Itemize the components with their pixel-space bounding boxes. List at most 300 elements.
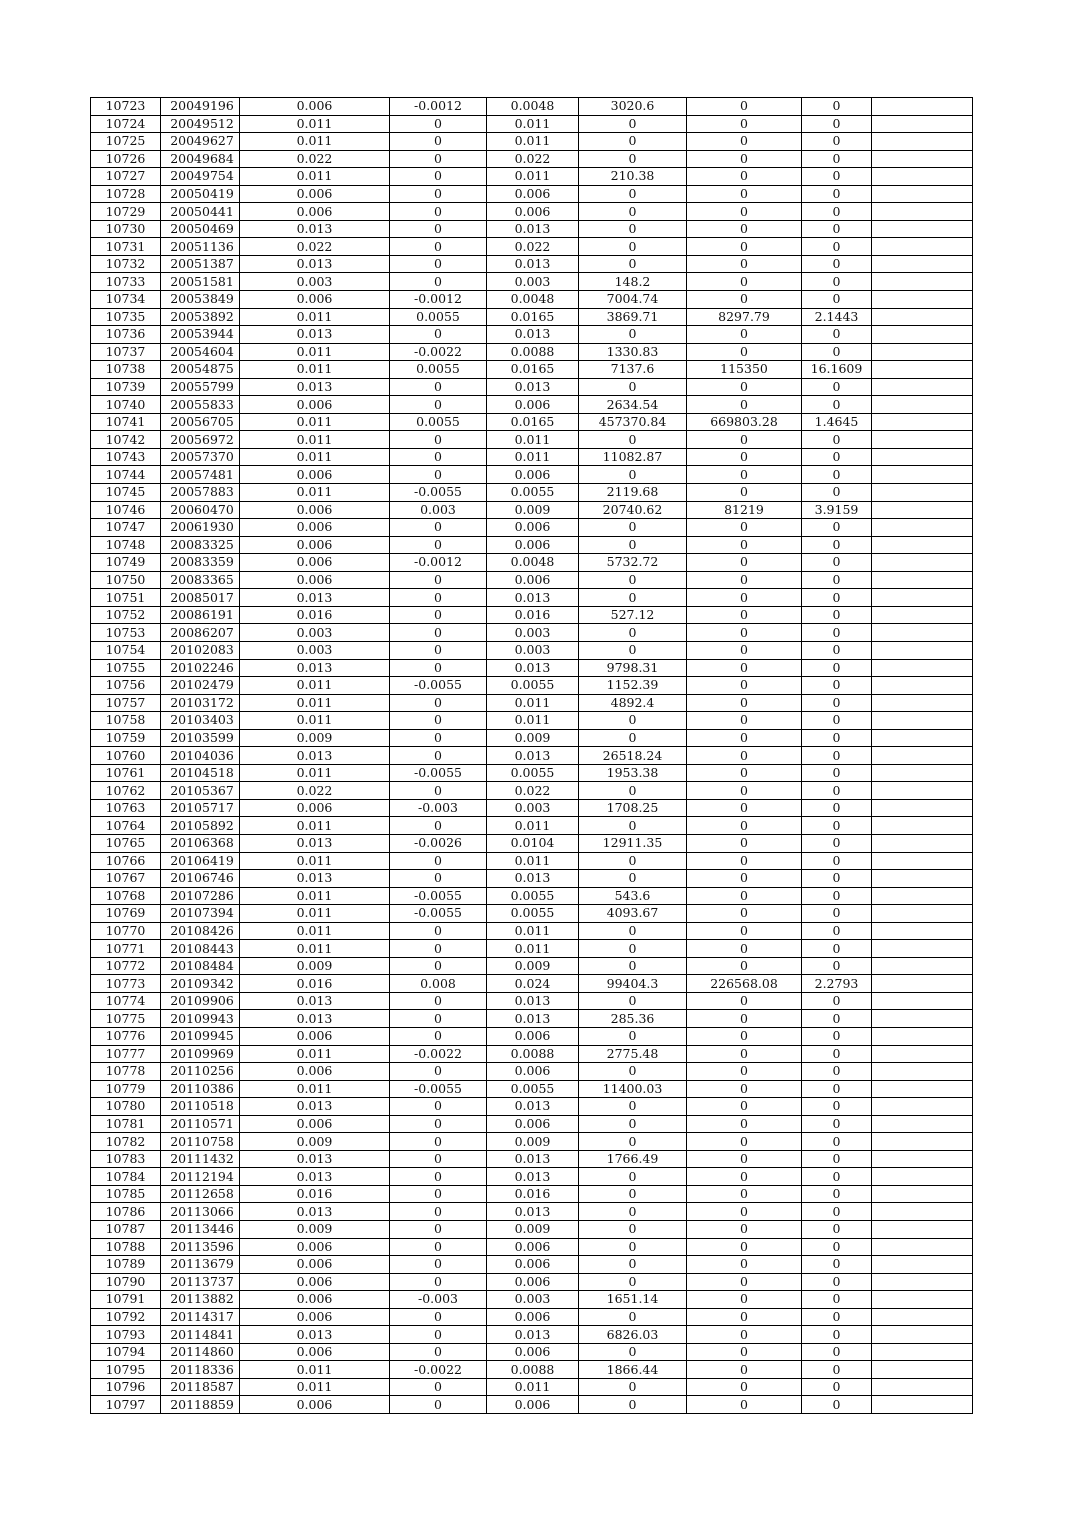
table-cell: 10764 — [91, 817, 161, 835]
table-row — [91, 413, 973, 431]
table-row — [91, 1098, 973, 1116]
table-cell: 0 — [687, 291, 802, 309]
table-cell: 0 — [579, 729, 687, 747]
table-row — [91, 150, 973, 168]
table-cell: 0.011 — [240, 852, 390, 870]
empty-cell — [872, 168, 973, 186]
table-cell: 10734 — [91, 291, 161, 309]
table-cell: 11082.87 — [579, 448, 687, 466]
table-cell: 0 — [390, 466, 487, 484]
empty-cell — [872, 396, 973, 414]
table-cell: 10757 — [91, 694, 161, 712]
table-cell: 0 — [687, 694, 802, 712]
table-cell: 20114317 — [161, 1308, 240, 1326]
table-cell: 10741 — [91, 413, 161, 431]
table-cell: 0 — [390, 378, 487, 396]
table-cell: 99404.3 — [579, 975, 687, 993]
table-row — [91, 291, 973, 309]
table-row — [91, 326, 973, 344]
table-cell: 0 — [802, 694, 872, 712]
empty-cell — [872, 1378, 973, 1396]
table-cell: 0 — [687, 1221, 802, 1239]
table-cell: 0 — [579, 571, 687, 589]
table-cell: 2.2793 — [802, 975, 872, 993]
table-cell: 20109342 — [161, 975, 240, 993]
table-row — [91, 1150, 973, 1168]
table-cell: 0 — [390, 1185, 487, 1203]
table-cell: 0.006 — [240, 1238, 390, 1256]
empty-cell — [872, 1045, 973, 1063]
table-cell: 20102479 — [161, 677, 240, 695]
table-cell: 0 — [687, 799, 802, 817]
table-cell: 0.0165 — [487, 308, 579, 326]
table-cell: 20106746 — [161, 870, 240, 888]
empty-cell — [872, 1150, 973, 1168]
table-cell: 0 — [687, 1027, 802, 1045]
table-row — [91, 203, 973, 221]
table-row — [91, 168, 973, 186]
empty-cell — [872, 1063, 973, 1081]
table-cell: 0 — [802, 291, 872, 309]
empty-cell — [872, 255, 973, 273]
table-cell: 20055833 — [161, 396, 240, 414]
table-cell: 0 — [579, 1185, 687, 1203]
table-cell: 10768 — [91, 887, 161, 905]
table-cell: 0 — [687, 98, 802, 116]
table-cell: 0 — [687, 1378, 802, 1396]
table-cell: 0.003 — [240, 641, 390, 659]
table-cell: 0.011 — [240, 1378, 390, 1396]
table-cell: 0 — [390, 712, 487, 730]
table-cell: 0.013 — [487, 220, 579, 238]
table-cell: 0 — [687, 729, 802, 747]
table-cell: 0.006 — [240, 1027, 390, 1045]
table-cell: 0.013 — [240, 747, 390, 765]
table-cell: 0 — [687, 115, 802, 133]
table-cell: 20107394 — [161, 905, 240, 923]
table-cell: 0 — [390, 1256, 487, 1274]
table-cell: 10733 — [91, 273, 161, 291]
table-cell: 0.013 — [487, 255, 579, 273]
table-row — [91, 957, 973, 975]
table-cell: 0.013 — [240, 1150, 390, 1168]
table-cell: 20110386 — [161, 1080, 240, 1098]
table-cell: 10788 — [91, 1238, 161, 1256]
table-cell: 0 — [802, 940, 872, 958]
table-cell: 0.011 — [240, 168, 390, 186]
table-cell: 10790 — [91, 1273, 161, 1291]
table-cell: 10797 — [91, 1396, 161, 1414]
table-cell: 0.003 — [487, 624, 579, 642]
empty-cell — [872, 536, 973, 554]
table-row — [91, 431, 973, 449]
table-cell: 0.0055 — [390, 308, 487, 326]
empty-cell — [872, 238, 973, 256]
table-cell: 0 — [687, 677, 802, 695]
table-cell: 0.011 — [240, 1045, 390, 1063]
table-cell: 0 — [390, 326, 487, 344]
table-cell: 10789 — [91, 1256, 161, 1274]
empty-cell — [872, 589, 973, 607]
empty-cell — [872, 1080, 973, 1098]
table-cell: 0 — [390, 203, 487, 221]
table-cell: 0 — [802, 343, 872, 361]
table-cell: 0.009 — [240, 729, 390, 747]
table-cell: 0 — [390, 606, 487, 624]
table-cell: 20049196 — [161, 98, 240, 116]
table-cell: 0.011 — [487, 852, 579, 870]
table-cell: 285.36 — [579, 1010, 687, 1028]
empty-cell — [872, 747, 973, 765]
table-cell: 20113679 — [161, 1256, 240, 1274]
table-row — [91, 519, 973, 537]
table-cell: 0.016 — [240, 1185, 390, 1203]
table-cell: 20057370 — [161, 448, 240, 466]
table-cell: 20105892 — [161, 817, 240, 835]
table-cell: 16.1609 — [802, 361, 872, 379]
table-cell: 0.0165 — [487, 361, 579, 379]
table-cell: 0 — [687, 1185, 802, 1203]
table-cell: 0 — [687, 150, 802, 168]
table-row — [91, 782, 973, 800]
table-cell: 20106419 — [161, 852, 240, 870]
table-cell: 0 — [802, 1185, 872, 1203]
table-cell: 0.016 — [240, 975, 390, 993]
table-cell: 0 — [687, 133, 802, 151]
table-cell: 0.011 — [487, 940, 579, 958]
table-cell: 20110518 — [161, 1098, 240, 1116]
empty-cell — [872, 1221, 973, 1239]
table-cell: 20049627 — [161, 133, 240, 151]
table-cell: 0 — [687, 1238, 802, 1256]
empty-cell — [872, 343, 973, 361]
table-cell: 0 — [802, 1098, 872, 1116]
table-cell: 0 — [687, 1080, 802, 1098]
table-cell: 20050441 — [161, 203, 240, 221]
table-cell: 20086207 — [161, 624, 240, 642]
table-cell: 0.013 — [240, 1010, 390, 1028]
table-cell: 0 — [390, 1115, 487, 1133]
table-cell: 0.011 — [240, 1361, 390, 1379]
table-cell: 10783 — [91, 1150, 161, 1168]
table-row — [91, 641, 973, 659]
table-cell: 669803.28 — [687, 413, 802, 431]
table-cell: 0 — [687, 589, 802, 607]
table-cell: 4093.67 — [579, 905, 687, 923]
table-cell: 0.006 — [487, 185, 579, 203]
table-row — [91, 185, 973, 203]
table-cell: 1953.38 — [579, 764, 687, 782]
empty-cell — [872, 150, 973, 168]
table-cell: 0 — [390, 1396, 487, 1414]
table-cell: 0.011 — [487, 1378, 579, 1396]
empty-cell — [872, 378, 973, 396]
table-cell: 0 — [802, 624, 872, 642]
table-cell: 0.013 — [240, 220, 390, 238]
table-cell: -0.0022 — [390, 343, 487, 361]
empty-cell — [872, 1133, 973, 1151]
table-cell: 0.022 — [487, 238, 579, 256]
table-cell: 10767 — [91, 870, 161, 888]
table-cell: 0 — [687, 712, 802, 730]
table-cell: 10780 — [91, 1098, 161, 1116]
table-cell: 10773 — [91, 975, 161, 993]
table-row — [91, 536, 973, 554]
table-cell: 0.003 — [487, 799, 579, 817]
table-row — [91, 1010, 973, 1028]
table-cell: 0.013 — [240, 870, 390, 888]
table-cell: 0 — [802, 571, 872, 589]
table-cell: 12911.35 — [579, 834, 687, 852]
table-cell: 0.006 — [487, 519, 579, 537]
table-cell: 0.013 — [240, 992, 390, 1010]
table-cell: 0.006 — [240, 1308, 390, 1326]
table-cell: 0 — [802, 1045, 872, 1063]
table-cell: -0.0012 — [390, 291, 487, 309]
table-cell: 210.38 — [579, 168, 687, 186]
table-cell: 0.0055 — [487, 484, 579, 502]
table-cell: 0 — [802, 150, 872, 168]
table-cell: 0 — [579, 431, 687, 449]
empty-cell — [872, 712, 973, 730]
table-cell: 0.003 — [487, 273, 579, 291]
empty-cell — [872, 133, 973, 151]
table-cell: 0 — [687, 852, 802, 870]
table-cell: 0.009 — [487, 1133, 579, 1151]
table-cell: 20110256 — [161, 1063, 240, 1081]
table-row — [91, 694, 973, 712]
table-cell: 4892.4 — [579, 694, 687, 712]
table-cell: 20053944 — [161, 326, 240, 344]
table-cell: 10725 — [91, 133, 161, 151]
table-cell: 10756 — [91, 677, 161, 695]
table-cell: 0 — [390, 238, 487, 256]
table-cell: 0 — [687, 870, 802, 888]
table-cell: 115350 — [687, 361, 802, 379]
table-cell: 0.013 — [487, 1168, 579, 1186]
table-cell: 0.022 — [487, 782, 579, 800]
table-cell: 0.009 — [487, 1221, 579, 1239]
table-row — [91, 1115, 973, 1133]
table-cell: 0 — [687, 255, 802, 273]
empty-cell — [872, 448, 973, 466]
empty-cell — [872, 782, 973, 800]
table-cell: 0 — [687, 957, 802, 975]
table-cell: 20114841 — [161, 1326, 240, 1344]
table-cell: 0.013 — [240, 1098, 390, 1116]
table-cell: 3020.6 — [579, 98, 687, 116]
table-cell: 0.0104 — [487, 834, 579, 852]
table-cell: 0 — [802, 1203, 872, 1221]
table-cell: 0 — [802, 782, 872, 800]
table-cell: 0.009 — [487, 957, 579, 975]
table-row — [91, 922, 973, 940]
table-cell: 0 — [802, 1168, 872, 1186]
table-cell: 0 — [579, 203, 687, 221]
table-cell: 0.009 — [240, 1133, 390, 1151]
table-cell: 2119.68 — [579, 484, 687, 502]
table-cell: 0 — [579, 185, 687, 203]
table-row — [91, 624, 973, 642]
table-cell: 10770 — [91, 922, 161, 940]
table-cell: 0 — [802, 1221, 872, 1239]
table-cell: 10781 — [91, 1115, 161, 1133]
table-cell: 20110758 — [161, 1133, 240, 1151]
table-cell: 0 — [390, 1378, 487, 1396]
table-cell: 0 — [802, 1326, 872, 1344]
table-cell: 0 — [687, 641, 802, 659]
table-cell: 0 — [579, 519, 687, 537]
table-cell: 0 — [579, 940, 687, 958]
table-cell: 0 — [390, 729, 487, 747]
table-row — [91, 659, 973, 677]
table-cell: 0 — [579, 870, 687, 888]
table-cell: 0 — [579, 1063, 687, 1081]
table-cell: 0.011 — [240, 712, 390, 730]
empty-cell — [872, 957, 973, 975]
table-row — [91, 133, 973, 151]
table-cell: 0 — [687, 431, 802, 449]
table-cell: 7004.74 — [579, 291, 687, 309]
table-row — [91, 115, 973, 133]
table-cell: 10765 — [91, 834, 161, 852]
table-cell: 20057481 — [161, 466, 240, 484]
table-cell: 0.0088 — [487, 343, 579, 361]
table-cell: 0 — [579, 957, 687, 975]
table-cell: 0 — [579, 1396, 687, 1414]
table-row — [91, 1308, 973, 1326]
empty-cell — [872, 1115, 973, 1133]
table-cell: 1766.49 — [579, 1150, 687, 1168]
table-cell: 0 — [390, 922, 487, 940]
table-cell: 10736 — [91, 326, 161, 344]
table-cell: 0.013 — [487, 1098, 579, 1116]
table-cell: 10793 — [91, 1326, 161, 1344]
table-cell: 0 — [802, 834, 872, 852]
table-cell: 10724 — [91, 115, 161, 133]
table-cell: 0.016 — [487, 1185, 579, 1203]
table-cell: 0 — [390, 1168, 487, 1186]
table-row — [91, 677, 973, 695]
table-cell: 0 — [802, 729, 872, 747]
table-row — [91, 817, 973, 835]
table-cell: 0.024 — [487, 975, 579, 993]
table-cell: 0.011 — [240, 115, 390, 133]
table-cell: 0.003 — [487, 1291, 579, 1309]
table-cell: -0.0055 — [390, 887, 487, 905]
table-cell: 0 — [390, 571, 487, 589]
table-cell: 20054604 — [161, 343, 240, 361]
table-cell: 0 — [390, 1343, 487, 1361]
table-cell: 0.011 — [240, 1080, 390, 1098]
table-cell: 0 — [687, 1326, 802, 1344]
table-cell: 0.006 — [487, 203, 579, 221]
table-cell: 20118587 — [161, 1378, 240, 1396]
table-cell: 0 — [802, 255, 872, 273]
table-cell: 0 — [390, 1273, 487, 1291]
table-cell: 0.011 — [240, 361, 390, 379]
table-cell: 0 — [802, 536, 872, 554]
table-cell: 0.0048 — [487, 291, 579, 309]
table-cell: 20060470 — [161, 501, 240, 519]
table-cell: 20054875 — [161, 361, 240, 379]
table-cell: 0 — [390, 1010, 487, 1028]
table-cell: 0 — [579, 378, 687, 396]
table-cell: 0.013 — [487, 747, 579, 765]
table-cell: 0.013 — [240, 589, 390, 607]
table-cell: 0 — [579, 641, 687, 659]
table-cell: 0 — [390, 852, 487, 870]
table-cell: 0.0055 — [487, 905, 579, 923]
table-cell: 10745 — [91, 484, 161, 502]
table-cell: 0 — [687, 326, 802, 344]
table-cell: 0 — [802, 1273, 872, 1291]
table-cell: 0 — [687, 1168, 802, 1186]
table-cell: 8297.79 — [687, 308, 802, 326]
table-cell: 0 — [687, 922, 802, 940]
table-cell: 0 — [802, 817, 872, 835]
table-cell: 226568.08 — [687, 975, 802, 993]
table-cell: 10769 — [91, 905, 161, 923]
table-row — [91, 1080, 973, 1098]
table-cell: 10762 — [91, 782, 161, 800]
table-cell: 10742 — [91, 431, 161, 449]
table-cell: 10723 — [91, 98, 161, 116]
table-cell: 0 — [687, 185, 802, 203]
table-cell: 0.009 — [487, 501, 579, 519]
table-row — [91, 255, 973, 273]
table-cell: 0.0055 — [487, 764, 579, 782]
empty-cell — [872, 905, 973, 923]
table-cell: 20109969 — [161, 1045, 240, 1063]
table-cell: 20049512 — [161, 115, 240, 133]
table-cell: 0 — [802, 589, 872, 607]
empty-cell — [872, 975, 973, 993]
table-cell: 0 — [802, 641, 872, 659]
table-cell: 0 — [579, 326, 687, 344]
table-cell: 0 — [390, 747, 487, 765]
empty-cell — [872, 1396, 973, 1414]
table-cell: 0 — [390, 782, 487, 800]
empty-cell — [872, 1010, 973, 1028]
table-cell: 0.006 — [240, 571, 390, 589]
table-cell: 0.006 — [240, 1063, 390, 1081]
table-row — [91, 1273, 973, 1291]
table-cell: 0 — [802, 203, 872, 221]
table-row — [91, 799, 973, 817]
table-cell: 20109945 — [161, 1027, 240, 1045]
table-row — [91, 606, 973, 624]
table-cell: 543.6 — [579, 887, 687, 905]
table-cell: 0.006 — [240, 1343, 390, 1361]
empty-cell — [872, 1308, 973, 1326]
empty-cell — [872, 992, 973, 1010]
table-cell: 0.003 — [240, 273, 390, 291]
table-cell: 20112658 — [161, 1185, 240, 1203]
table-cell: 0 — [802, 98, 872, 116]
table-cell: 0.011 — [487, 431, 579, 449]
table-cell: 10755 — [91, 659, 161, 677]
table-cell: 0 — [579, 1308, 687, 1326]
table-cell: 0 — [579, 817, 687, 835]
table-cell: 0.006 — [240, 554, 390, 572]
table-cell: 0.006 — [487, 1063, 579, 1081]
table-cell: 10727 — [91, 168, 161, 186]
empty-cell — [872, 852, 973, 870]
table-cell: 0 — [802, 905, 872, 923]
table-cell: 0 — [579, 852, 687, 870]
table-cell: 0.006 — [487, 396, 579, 414]
